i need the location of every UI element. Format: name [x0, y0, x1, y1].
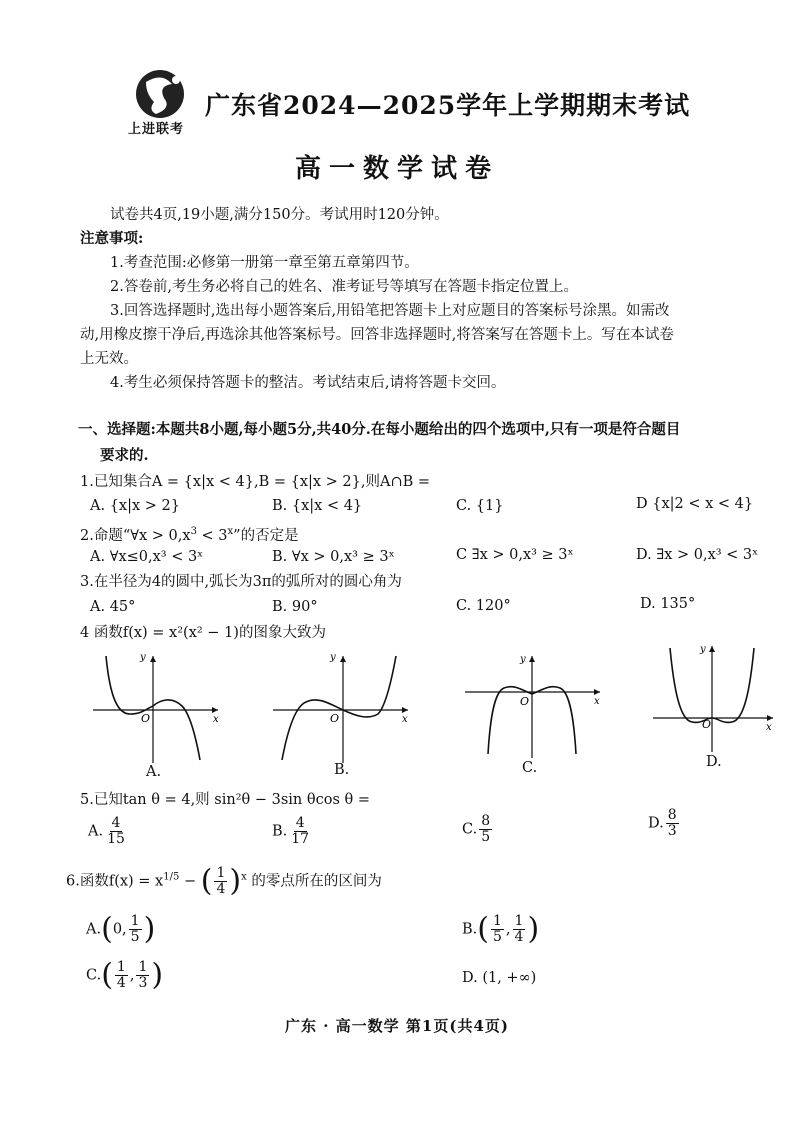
q3-option-b: B. 90° [272, 599, 318, 615]
q4-graph-b [268, 648, 418, 768]
note-3-line-1: 3.回答选择题时,选出每小题答案后,用铅笔把答题卡上对应题目的答案标号涂黑。如需改 [110, 303, 670, 319]
q2-option-c: C ∃x > 0,x³ ≥ 3ˣ [456, 547, 574, 563]
q6-stem: 6.函数$f(x) = x^{1/5}$ − ( $\frac{1}{4}$ )$^x$ 的零点所在的区间为 [66, 863, 382, 899]
q2-option-d: D. ∃x > 0,x³ < 3ˣ [636, 547, 759, 563]
q4-graph-d [648, 640, 794, 760]
q6-option-b: B.( $\frac{1}{5}$ , $\frac{1}{4}$ ) [462, 911, 540, 947]
q2-option-a: A. ∀x≤0,x³ < 3ˣ [90, 549, 204, 565]
q3-option-d: D. 135° [640, 596, 696, 612]
q4-label-d: D. [706, 754, 722, 770]
note-2: 2.答卷前,考生务必将自己的姓名、准考证号等填写在答题卡指定位置上。 [110, 279, 578, 295]
notes-heading: 注意事项: [80, 230, 144, 247]
q2-option-b: B. ∀x > 0,x³ ≥ 3ˣ [272, 549, 395, 565]
q5-option-d: D. $\frac{8}{3}$ [648, 807, 677, 839]
exam-title: 广东省2024—2025学年上学期期末考试 [205, 91, 691, 120]
q4b-axis-y: y [330, 652, 336, 663]
q5-option-c: C. $\frac{8}{5}$ [462, 813, 491, 845]
q4d-axis-y: y [700, 644, 706, 655]
q3-stem: 3.在半径为4的圆中,弧长为3π的弧所对的圆心角为 [80, 574, 402, 590]
q3-option-a: A. 45° [90, 599, 136, 615]
page-footer: 广东 · 高一数学 第1页(共4页) [285, 1017, 509, 1035]
note-1: 1.考查范围:必修第一册第一章至第五章第四节。 [110, 255, 419, 271]
q4a-origin: O [141, 712, 151, 725]
note-4: 4.考生必须保持答题卡的整洁。考试结束后,请将答题卡交回。 [110, 375, 506, 391]
section-heading-cont: 要求的. [100, 447, 149, 464]
q6-option-d: D. (1, +∞) [462, 970, 537, 986]
q4-label-c: C. [522, 760, 538, 776]
q5-option-b: B. $\frac{4}{17}$ [272, 815, 310, 847]
q1-option-b: B. {x|x < 4} [272, 498, 363, 514]
q4-graph-a [88, 648, 238, 768]
q4a-axis-y: y [140, 652, 146, 663]
section-heading: 一、选择题:本题共8小题,每小题5分,共40分.在每小题给出的四个选项中,只有一项是符合题目 [78, 421, 681, 438]
q1-option-c: C. {1} [456, 498, 504, 514]
note-3-line-2: 动,用橡皮擦干净后,再选涂其他答案标号。回答非选择题时,将答案写在答题卡上。写在本试卷 [80, 327, 674, 343]
q4-stem: 4 函数f(x) = x²(x² − 1)的图象大致为 [80, 625, 326, 641]
q3-option-c: C. 120° [456, 598, 511, 614]
q6-option-c: C.( $\frac{1}{4}$ , $\frac{1}{3}$ ) [86, 957, 164, 993]
note-3-line-3: 上无效。 [80, 351, 138, 367]
exam-subtitle: 高一数学试卷 [294, 154, 499, 184]
q4b-origin: O [330, 712, 340, 725]
q1-option-a: A. {x|x > 2} [90, 498, 180, 514]
q6-option-a: A.(0, $\frac{1}{5}$ ) [86, 911, 156, 947]
q4a-axis-x: x [213, 714, 219, 725]
q5-option-a: A. $\frac{4}{15}$ [88, 815, 125, 847]
q4c-axis-x: x [594, 696, 600, 707]
intro-line: 试卷共4页,19小题,满分150分。考试用时120分钟。 [110, 207, 449, 223]
q4b-axis-x: x [402, 714, 408, 725]
q1-option-d: D {x|2 < x < 4} [636, 496, 754, 512]
q5-stem: 5.已知tan θ = 4,则 sin²θ − 3sin θcos θ = [80, 792, 370, 808]
q4-graph-c [460, 650, 610, 770]
q4d-axis-x: x [766, 722, 772, 733]
q4c-origin: O [520, 695, 530, 708]
q4-label-b: B. [334, 762, 350, 778]
logo-text: 上进联考 [128, 122, 185, 137]
q2-stem: 2.命题“∀x > $0,x^3 < 3^x$”的否定是 [80, 526, 299, 544]
q4c-axis-y: y [520, 654, 526, 665]
q1-stem: 1.已知集合A = {x|x < 4},B = {x|x > 2},则A∩B = [80, 474, 431, 490]
q4-label-a: A. [146, 764, 162, 780]
q4d-origin: O [702, 718, 712, 731]
